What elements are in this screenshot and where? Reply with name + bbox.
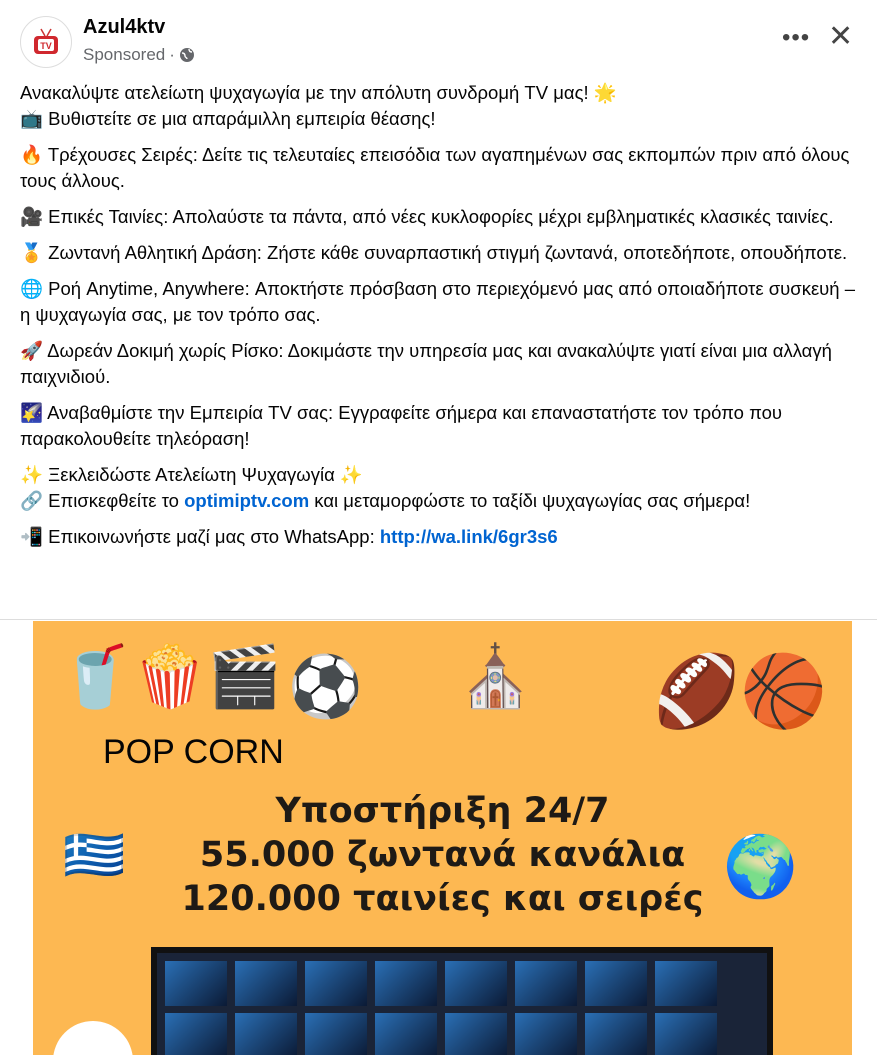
- unlock-text: ✨ Ξεκλειδώστε Ατελείωτη Ψυχαγωγία ✨: [20, 464, 363, 485]
- greek-island-icon: ⛪: [458, 643, 533, 710]
- football-player-icon: ⚽: [288, 653, 363, 720]
- page-name[interactable]: Azul4ktv: [83, 16, 166, 38]
- feature-trial: 🚀 Δωρεάν Δοκιμή χωρίς Ρίσκο: Δοκιμάστε την υπηρεσία μας και ανακαλύψτε γιατί είναι μια αλλαγή παιχνιδιού.: [20, 340, 832, 387]
- visit-text: 🔗 Επισκεφθείτε το: [20, 490, 185, 511]
- feature-series: 🔥 Τρέχουσες Σειρές: Δείτε τις τελευταίες επεισόδια των αγαπημένων σας εκπομπών πριν από όλους τους άλλους.: [20, 144, 850, 191]
- page-avatar[interactable]: [20, 16, 72, 68]
- separator: ·: [169, 45, 175, 64]
- sponsored-label[interactable]: Sponsored: [83, 45, 166, 64]
- more-options-button[interactable]: •••: [782, 24, 811, 51]
- globe-icon: [179, 47, 195, 63]
- feature-movies: 🎥 Επικές Ταινίες: Απολαύστε τα πάντα, από νέες κυκλοφορίες μέχρι εμβληματικές κλασικές ταινίες.: [20, 206, 834, 227]
- sports-balls-icon: 🏈🏀: [653, 652, 828, 730]
- world-map-icon: 🌍: [723, 833, 798, 900]
- popcorn-label: POP CORN: [103, 733, 284, 771]
- feature-streaming: 🌐 Ροή Anytime, Anywhere: Αποκτήστε πρόσβαση στο περιεχόμενό μας από οποιαδήποτε συσκευή – η ψυχαγωγία σας, με τον τρόπο σας.: [20, 278, 856, 325]
- ad-image[interactable]: [33, 621, 852, 1055]
- greece-map-icon: 🇬🇷: [63, 827, 126, 883]
- feature-upgrade: 🌠 Αναβαθμίστε την Εμπειρία TV σας: Εγγραφείτε σήμερα και επαναστατήστε τον τρόπο που παρακολουθείτε τηλεόραση!: [20, 402, 783, 449]
- post-meta: [83, 45, 195, 65]
- website-link[interactable]: optimiptv.com: [184, 490, 310, 511]
- tv-logo-icon: [31, 27, 61, 57]
- contact-text: 📲 Επικοινωνήστε μαζί μας στο WhatsApp:: [20, 526, 380, 547]
- intro-text-2: 📺 Βυθιστείτε σε μια απαράμιλλη εμπειρία θέασης!: [20, 108, 436, 129]
- whatsapp-link[interactable]: http://wa.link/6gr3s6: [379, 526, 558, 547]
- feature-sports: 🏅 Ζωντανή Αθλητική Δράση: Ζήστε κάθε συναρπαστική στιγμή ζωντανά, οποτεδήποτε, οπουδήποτε.: [20, 242, 848, 263]
- ad-headline: [33, 789, 852, 921]
- headline-support: Υποστήριξη 24/7: [275, 791, 610, 831]
- cyprus-flag-icon: [53, 1021, 133, 1055]
- headline-channels: 55.000 ζωντανά κανάλια: [199, 835, 686, 875]
- headline-movies: 120.000 ταινίες και σειρές: [181, 879, 704, 919]
- svg-text:TV: TV: [40, 41, 52, 51]
- close-button[interactable]: ✕: [828, 20, 854, 53]
- tv-screen: [151, 947, 773, 1055]
- visit-text-end: και μεταμορφώστε το ταξίδι ψυχαγωγίας σας σήμερα!: [309, 490, 751, 511]
- divider: [0, 619, 877, 620]
- cinema-icon: 🥤🍿🎬: [58, 643, 283, 710]
- intro-text: Ανακαλύψτε ατελείωτη ψυχαγωγία με την απόλυτη συνδρομή TV μας! 🌟: [20, 82, 617, 103]
- post-text: [20, 80, 860, 560]
